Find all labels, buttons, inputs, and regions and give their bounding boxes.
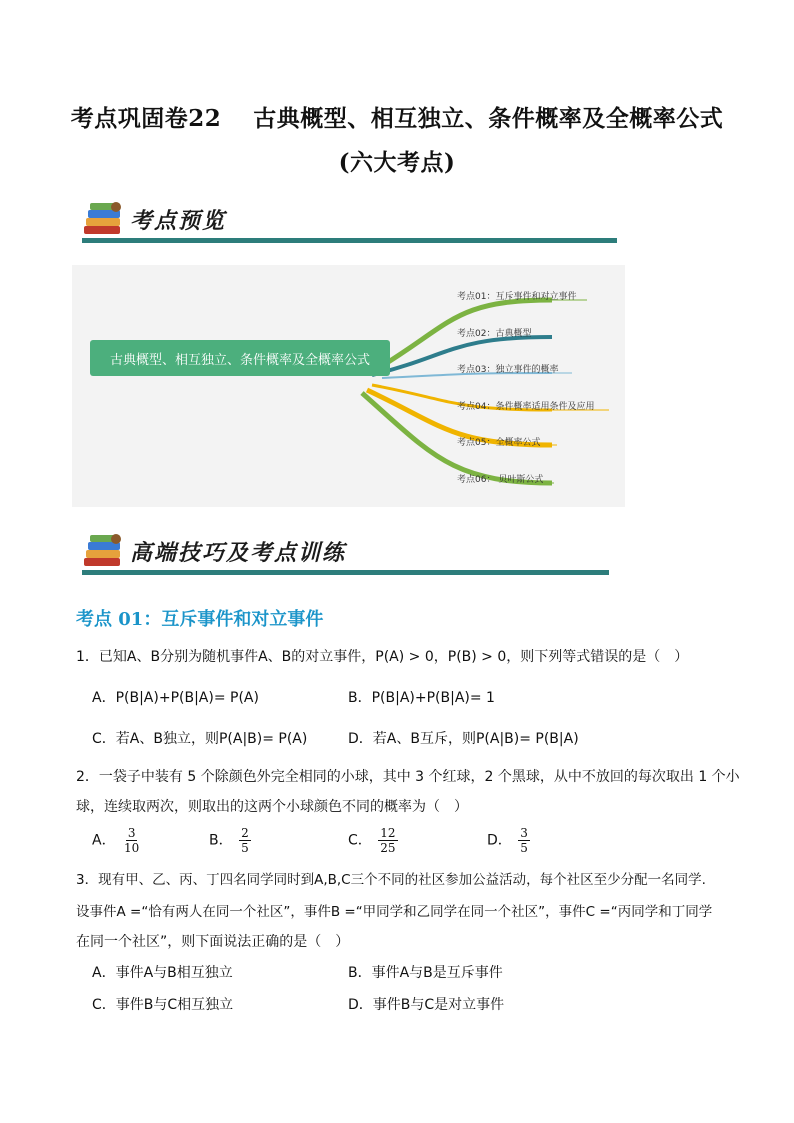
- question-1-option-b: B．P(B|A)+P(B|A)= 1: [348, 690, 495, 706]
- question-1-option-c: C．若A、B独立，则P(A|B)= P(A): [92, 731, 308, 747]
- topic-heading: 考点 01：互斥事件和对立事件: [76, 609, 324, 630]
- mindmap-branch-4: 考点04：条件概率适用条件及应用: [457, 402, 595, 412]
- numerator: 2: [241, 826, 249, 840]
- mindmap-branch-5: 考点05：全概率公式: [457, 438, 541, 448]
- fraction: [122, 826, 141, 855]
- section-banner-training: [82, 532, 612, 574]
- mindmap-branch-6: 考点06： 贝叶斯公式: [457, 475, 544, 485]
- section-title-training: 高端技巧及考点训练: [130, 540, 347, 566]
- page-subtitle: (六大考点): [338, 149, 456, 176]
- page-title: 考点巩固卷22 古典概型、相互独立、条件概率及全概率公式: [70, 105, 724, 132]
- books-icon: [82, 532, 126, 572]
- section-title-preview: 考点预览: [130, 208, 227, 234]
- question-3-option-a: A．事件A与B相互独立: [92, 965, 233, 981]
- mindmap-branch-3: 考点03：独立事件的概率: [457, 365, 559, 375]
- question-3-option-c: C．事件B与C相互独立: [92, 997, 234, 1013]
- option-label: C．: [348, 832, 372, 849]
- option-label: B．: [209, 832, 233, 849]
- fraction: [378, 826, 397, 855]
- section-banner-preview: [82, 200, 622, 242]
- numerator: 3: [127, 826, 136, 840]
- question-1-option-a: A．P(B|A)+P(B|A)= P(A): [92, 690, 259, 706]
- section-divider: [82, 570, 609, 575]
- fraction: [518, 826, 530, 855]
- question-2-line-2: 球，连续取两次，则取出的这两个小球颜色不同的概率为（ ）: [76, 799, 468, 815]
- question-2-option-d: [487, 826, 532, 855]
- question-1-option-d: D．若A、B互斥，则P(A|B)= P(B|A): [348, 731, 579, 747]
- mindmap-root: [90, 340, 390, 376]
- question-1-stem: 1．已知A、B分别为随机事件A、B的对立事件，P(A) > 0，P(B) > 0，则下列等式错误的是（ ）: [76, 649, 689, 665]
- mindmap-branch-2: 考点02：古典概型: [457, 329, 532, 339]
- question-3-option-d: D．事件B与C是对立事件: [348, 997, 505, 1013]
- question-3-line-1: 3．现有甲、乙、丙、丁四名同学同时到A,B,C三个不同的社区参加公益活动，每个社区至少分配一名同学.: [76, 872, 706, 888]
- section-divider: [82, 238, 617, 243]
- books-icon: [82, 200, 126, 240]
- denominator: 10: [124, 841, 140, 855]
- mindmap-branch-1: 考点01：互斥事件和对立事件: [457, 292, 577, 302]
- mindmap: [72, 265, 625, 507]
- numerator: 12: [380, 826, 396, 840]
- denominator: 5: [241, 841, 249, 855]
- numerator: 3: [520, 826, 528, 840]
- question-3-line-3: 在同一个社区”，则下面说法正确的是（ ）: [76, 934, 350, 950]
- denominator: 25: [380, 841, 396, 855]
- question-3-line-2: 设事件A =“恰有两人在同一个社区”，事件B =“甲同学和乙同学在同一个社区”，事件C =“丙同学和丁同学: [76, 904, 713, 920]
- question-2-option-c: [348, 826, 400, 855]
- option-label: D．: [487, 832, 512, 849]
- question-2-option-a: [92, 826, 143, 855]
- question-2-option-b: [209, 826, 253, 855]
- denominator: 5: [520, 841, 528, 855]
- question-3-option-b: B．事件A与B是互斥事件: [348, 965, 503, 981]
- mindmap-root-label: 古典概型、相互独立、条件概率及全概率公式: [109, 352, 370, 368]
- question-2-line-1: 2．一袋子中装有 5 个除颜色外完全相同的小球，其中 3 个红球，2 个黑球，从中不放回的每次取出 1 个小: [76, 769, 740, 785]
- option-label: A．: [92, 832, 116, 849]
- fraction: [239, 826, 251, 855]
